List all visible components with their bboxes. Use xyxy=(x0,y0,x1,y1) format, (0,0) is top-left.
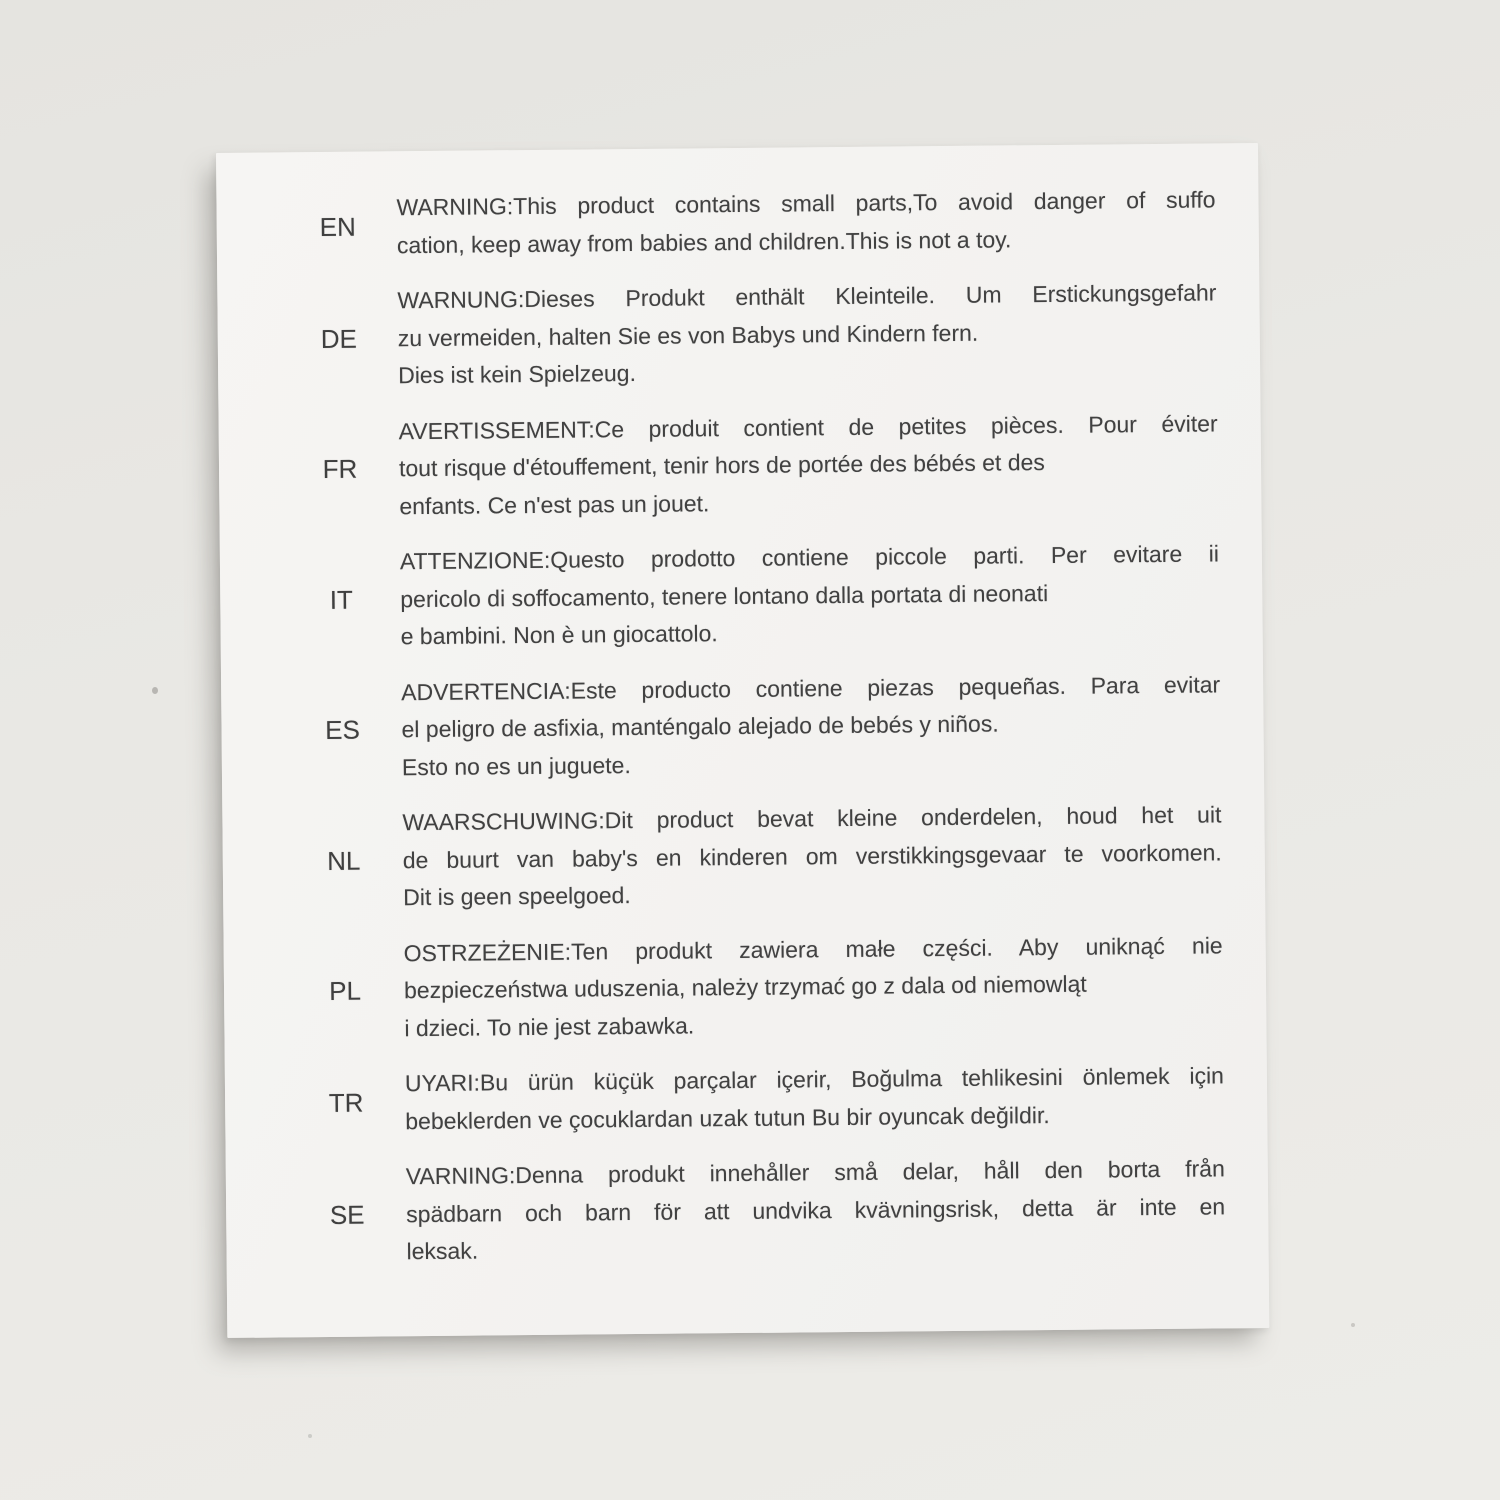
text-line: ADVERTENCIA:Este producto contiene piezas pequeñas. Para evitar xyxy=(401,670,1221,705)
label-section-tr xyxy=(225,1057,1225,1142)
text-line: Dit is geen speelgoed. xyxy=(403,882,631,911)
label-section-en xyxy=(216,181,1216,266)
warning-text-de xyxy=(397,274,1217,394)
language-code-fr: FR xyxy=(322,453,358,485)
warning-text-fr xyxy=(399,405,1219,525)
text-line: leksak. xyxy=(406,1237,479,1265)
label-section-it xyxy=(220,535,1220,657)
text-line: pericolo di soffocamento, tenere lontano dalla portata di neonati xyxy=(400,579,1049,612)
text-line: Dies ist kein Spielzeug. xyxy=(398,359,637,389)
language-code-en: EN xyxy=(319,211,356,243)
text-line: WAARSCHUWING:Dit product bevat kleine onderdelen, houd het uit xyxy=(402,801,1222,836)
warning-label-paper xyxy=(216,143,1269,1338)
text-line: i dzieci. To nie jest zabawka. xyxy=(404,1011,695,1041)
warning-text-en xyxy=(396,181,1216,264)
warning-text-tr xyxy=(405,1057,1225,1140)
warning-text-se xyxy=(406,1150,1226,1270)
text-line: cation, keep away from babies and children.This is not a toy. xyxy=(396,225,1012,258)
text-line: enfants. Ce n'est pas un jouet. xyxy=(399,489,710,519)
text-line: bebeklerden ve çocuklardan uzak tutun Bu bir oyuncak değildir. xyxy=(405,1101,1050,1134)
label-section-es xyxy=(221,666,1221,788)
warning-text-nl xyxy=(402,796,1222,916)
text-line: spädbarn och barn för att undvika kvävningsrisk, detta är inte en xyxy=(406,1192,1226,1227)
language-code-pl: PL xyxy=(329,975,362,1007)
label-section-de xyxy=(217,274,1217,396)
text-line: tout risque d'étouffement, tenir hors de portée des bébés et des xyxy=(398,449,1045,482)
text-line: VARNING:Denna produkt innehåller små delar, håll den borta från xyxy=(405,1155,1225,1190)
warning-text-it xyxy=(400,535,1220,655)
label-section-nl xyxy=(222,796,1222,918)
text-line: ATTENZIONE:Questo prodotto contiene piccole parti. Per evitare ii xyxy=(399,540,1220,575)
text-line: OSTRZEŻENIE:Ten produkt zawiera małe części. Aby uniknąć nie xyxy=(403,931,1223,966)
text-line: e bambini. Non è un giocattolo. xyxy=(400,620,718,650)
language-code-de: DE xyxy=(320,323,357,354)
text-line: zu vermeiden, halten Sie es von Babys und Kindern fern. xyxy=(397,319,979,351)
language-code-tr: TR xyxy=(328,1087,364,1118)
label-section-pl xyxy=(224,927,1224,1049)
text-line: AVERTISSEMENT:Ce produit contient de petites pièces. Pour éviter xyxy=(398,409,1218,444)
text-line: de buurt van baby's en kinderen om verstikkingsgevaar te voorkomen. xyxy=(402,838,1222,873)
text-line: Esto no es un juguete. xyxy=(401,751,631,780)
warning-text-pl xyxy=(404,927,1224,1047)
dust-speck xyxy=(1351,1323,1355,1327)
dust-speck xyxy=(152,687,158,694)
language-code-it: IT xyxy=(329,584,353,615)
label-section-se xyxy=(226,1150,1226,1272)
warning-text-es xyxy=(401,666,1221,786)
language-code-nl: NL xyxy=(327,845,361,876)
text-line: WARNUNG:Dieses Produkt enthält Kleinteile. Um Erstickungsgefahr xyxy=(397,279,1217,314)
text-line: bezpieczeństwa uduszenia, należy trzymać go z dala od niemowląt xyxy=(403,970,1087,1004)
language-code-se: SE xyxy=(329,1199,365,1230)
text-line: WARNING:This product contains small parts,To avoid danger of suffo xyxy=(396,186,1216,221)
label-section-fr xyxy=(219,405,1219,527)
text-line: el peligro de asfixia, manténgalo alejado de bebés y niños. xyxy=(401,710,999,743)
dust-speck xyxy=(308,1434,312,1438)
language-code-es: ES xyxy=(325,714,361,746)
text-line: UYARI:Bu ürün küçük parçalar içerir, Boğulma tehlikesini önlemek için xyxy=(404,1062,1225,1097)
